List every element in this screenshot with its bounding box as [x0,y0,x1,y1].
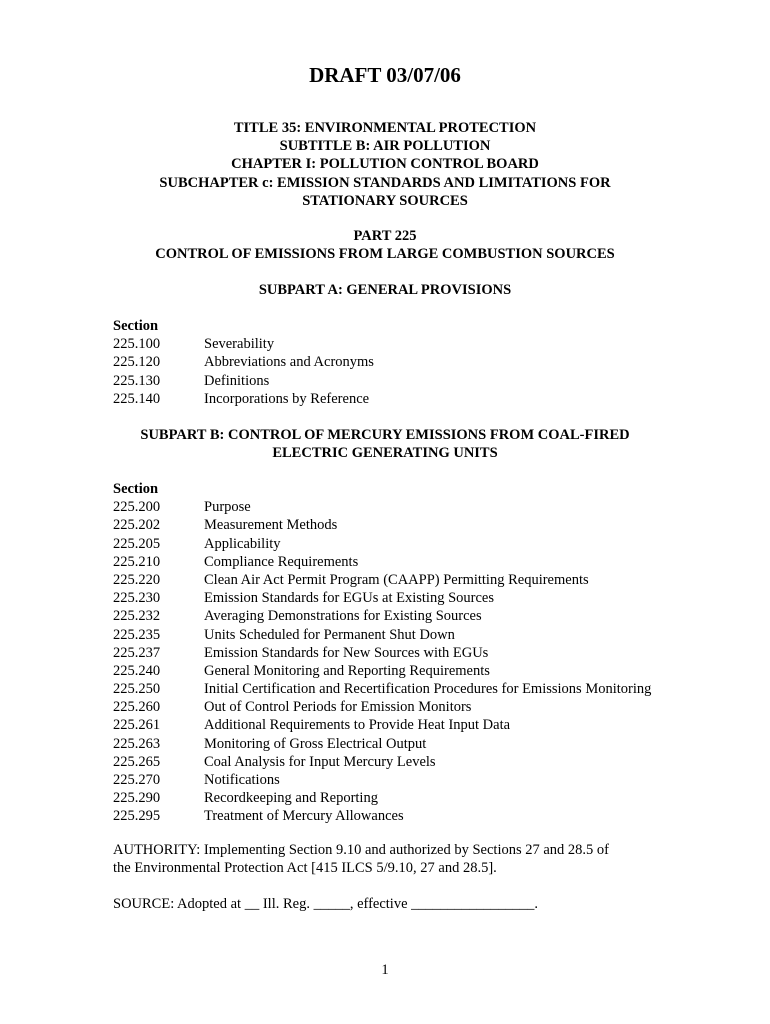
toc-row [113,589,713,607]
section-number: 225.100 [113,336,161,353]
section-title: Abbreviations and Acronyms [204,354,374,371]
section-title: Recordkeeping and Reporting [204,790,378,807]
section-number: 225.235 [113,626,161,643]
toc-row [113,626,713,644]
page-number: 1 [381,962,389,978]
section-title: Additional Requirements to Provide Heat Input Data [204,717,511,734]
section-title: Units Scheduled for Permanent Shut Down [204,626,455,643]
part-number: PART 225 [353,228,417,244]
toc-row [113,498,713,516]
toc-row [113,644,713,662]
section-number: 225.202 [113,517,161,534]
toc-row [113,607,713,625]
authority-paragraph [113,841,673,877]
toc-row [113,680,713,698]
section-number: 225.250 [113,681,161,698]
authority-line: the Environmental Protection Act [415 ILCS 5/9.10, 27 and 28.5]. [113,860,497,877]
toc-row [113,735,713,753]
section-number: 225.263 [113,735,161,752]
toc-row [113,390,713,408]
section-number: 225.130 [113,372,161,389]
section-number: 225.120 [113,354,161,371]
toc-row [113,553,713,571]
subpart-b-heading [0,426,770,462]
section-title: Averaging Demonstrations for Existing Sources [204,608,482,625]
section-number: 225.290 [113,790,161,807]
subpart-b-heading-line: ELECTRIC GENERATING UNITS [272,445,498,462]
toc-row [113,771,713,789]
section-number: 225.220 [113,571,161,588]
section-column-label: Section [113,481,159,497]
section-title: Initial Certification and Recertification Procedures for Emissions Monitoring [204,681,652,698]
part-heading [0,227,770,263]
subtitle-line: SUBTITLE B: AIR POLLUTION [279,138,491,155]
draft-date-header: DRAFT 03/07/06 [309,63,461,87]
chapter-line: CHAPTER I: POLLUTION CONTROL BOARD [231,156,539,173]
section-title: Incorporations by Reference [204,390,370,407]
section-number: 225.230 [113,590,161,607]
section-number: 225.265 [113,753,161,770]
section-title: Monitoring of Gross Electrical Output [204,735,427,752]
toc-row [113,516,713,534]
section-title: General Monitoring and Reporting Requirements [204,662,490,679]
toc-row [113,372,713,390]
subpart-b-section-list [113,480,713,826]
section-number: 225.240 [113,662,161,679]
section-column-label: Section [113,318,159,334]
authority-line: AUTHORITY: Implementing Section 9.10 and authorized by Sections 27 and 28.5 of [113,842,610,858]
subpart-a-heading: SUBPART A: GENERAL PROVISIONS [258,282,512,298]
section-title: Out of Control Periods for Emission Monitors [204,699,472,716]
toc-row [113,716,713,734]
section-title: Emission Standards for EGUs at Existing Sources [204,590,494,607]
subpart-b-heading-line: SUBPART B: CONTROL OF MERCURY EMISSIONS FROM COAL-FIRED [140,427,630,443]
toc-row [113,353,713,371]
section-number: 225.140 [113,390,161,407]
section-number: 225.237 [113,644,161,661]
source-paragraph: SOURCE: Adopted at __ Ill. Reg. _____, effective _________________. [113,896,539,912]
section-number: 225.261 [113,717,161,734]
section-title: Severability [204,336,275,353]
section-title: Applicability [204,535,281,552]
section-title: Compliance Requirements [204,553,359,570]
toc-row [113,753,713,771]
subpart-a-section-list [113,317,713,408]
section-number: 225.210 [113,553,161,570]
toc-row [113,571,713,589]
section-title: Purpose [204,499,251,516]
section-title: Treatment of Mercury Allowances [204,808,404,825]
section-number: 225.200 [113,499,161,516]
title-line: TITLE 35: ENVIRONMENTAL PROTECTION [233,120,537,136]
toc-row [113,807,713,825]
section-title: Measurement Methods [204,517,338,534]
section-number: 225.260 [113,699,161,716]
section-title: Clean Air Act Permit Program (CAAPP) Permitting Requirements [204,571,589,588]
section-title: Coal Analysis for Input Mercury Levels [204,753,436,770]
toc-row [113,335,713,353]
section-title: Definitions [204,372,270,389]
section-number: 225.295 [113,808,161,825]
subchapter-line-continued: STATIONARY SOURCES [302,192,468,209]
section-number: 225.270 [113,772,161,788]
toc-row [113,662,713,680]
section-title: Notifications [204,772,280,788]
subchapter-line: SUBCHAPTER c: EMISSION STANDARDS AND LIMITATIONS FOR [159,174,611,191]
toc-row [113,789,713,807]
toc-row [113,535,713,553]
part-name: CONTROL OF EMISSIONS FROM LARGE COMBUSTION SOURCES [155,246,615,263]
section-number: 225.205 [113,535,161,552]
section-title: Emission Standards for New Sources with EGUs [204,644,489,661]
title-block [0,119,770,210]
toc-row [113,698,713,716]
section-number: 225.232 [113,608,161,625]
